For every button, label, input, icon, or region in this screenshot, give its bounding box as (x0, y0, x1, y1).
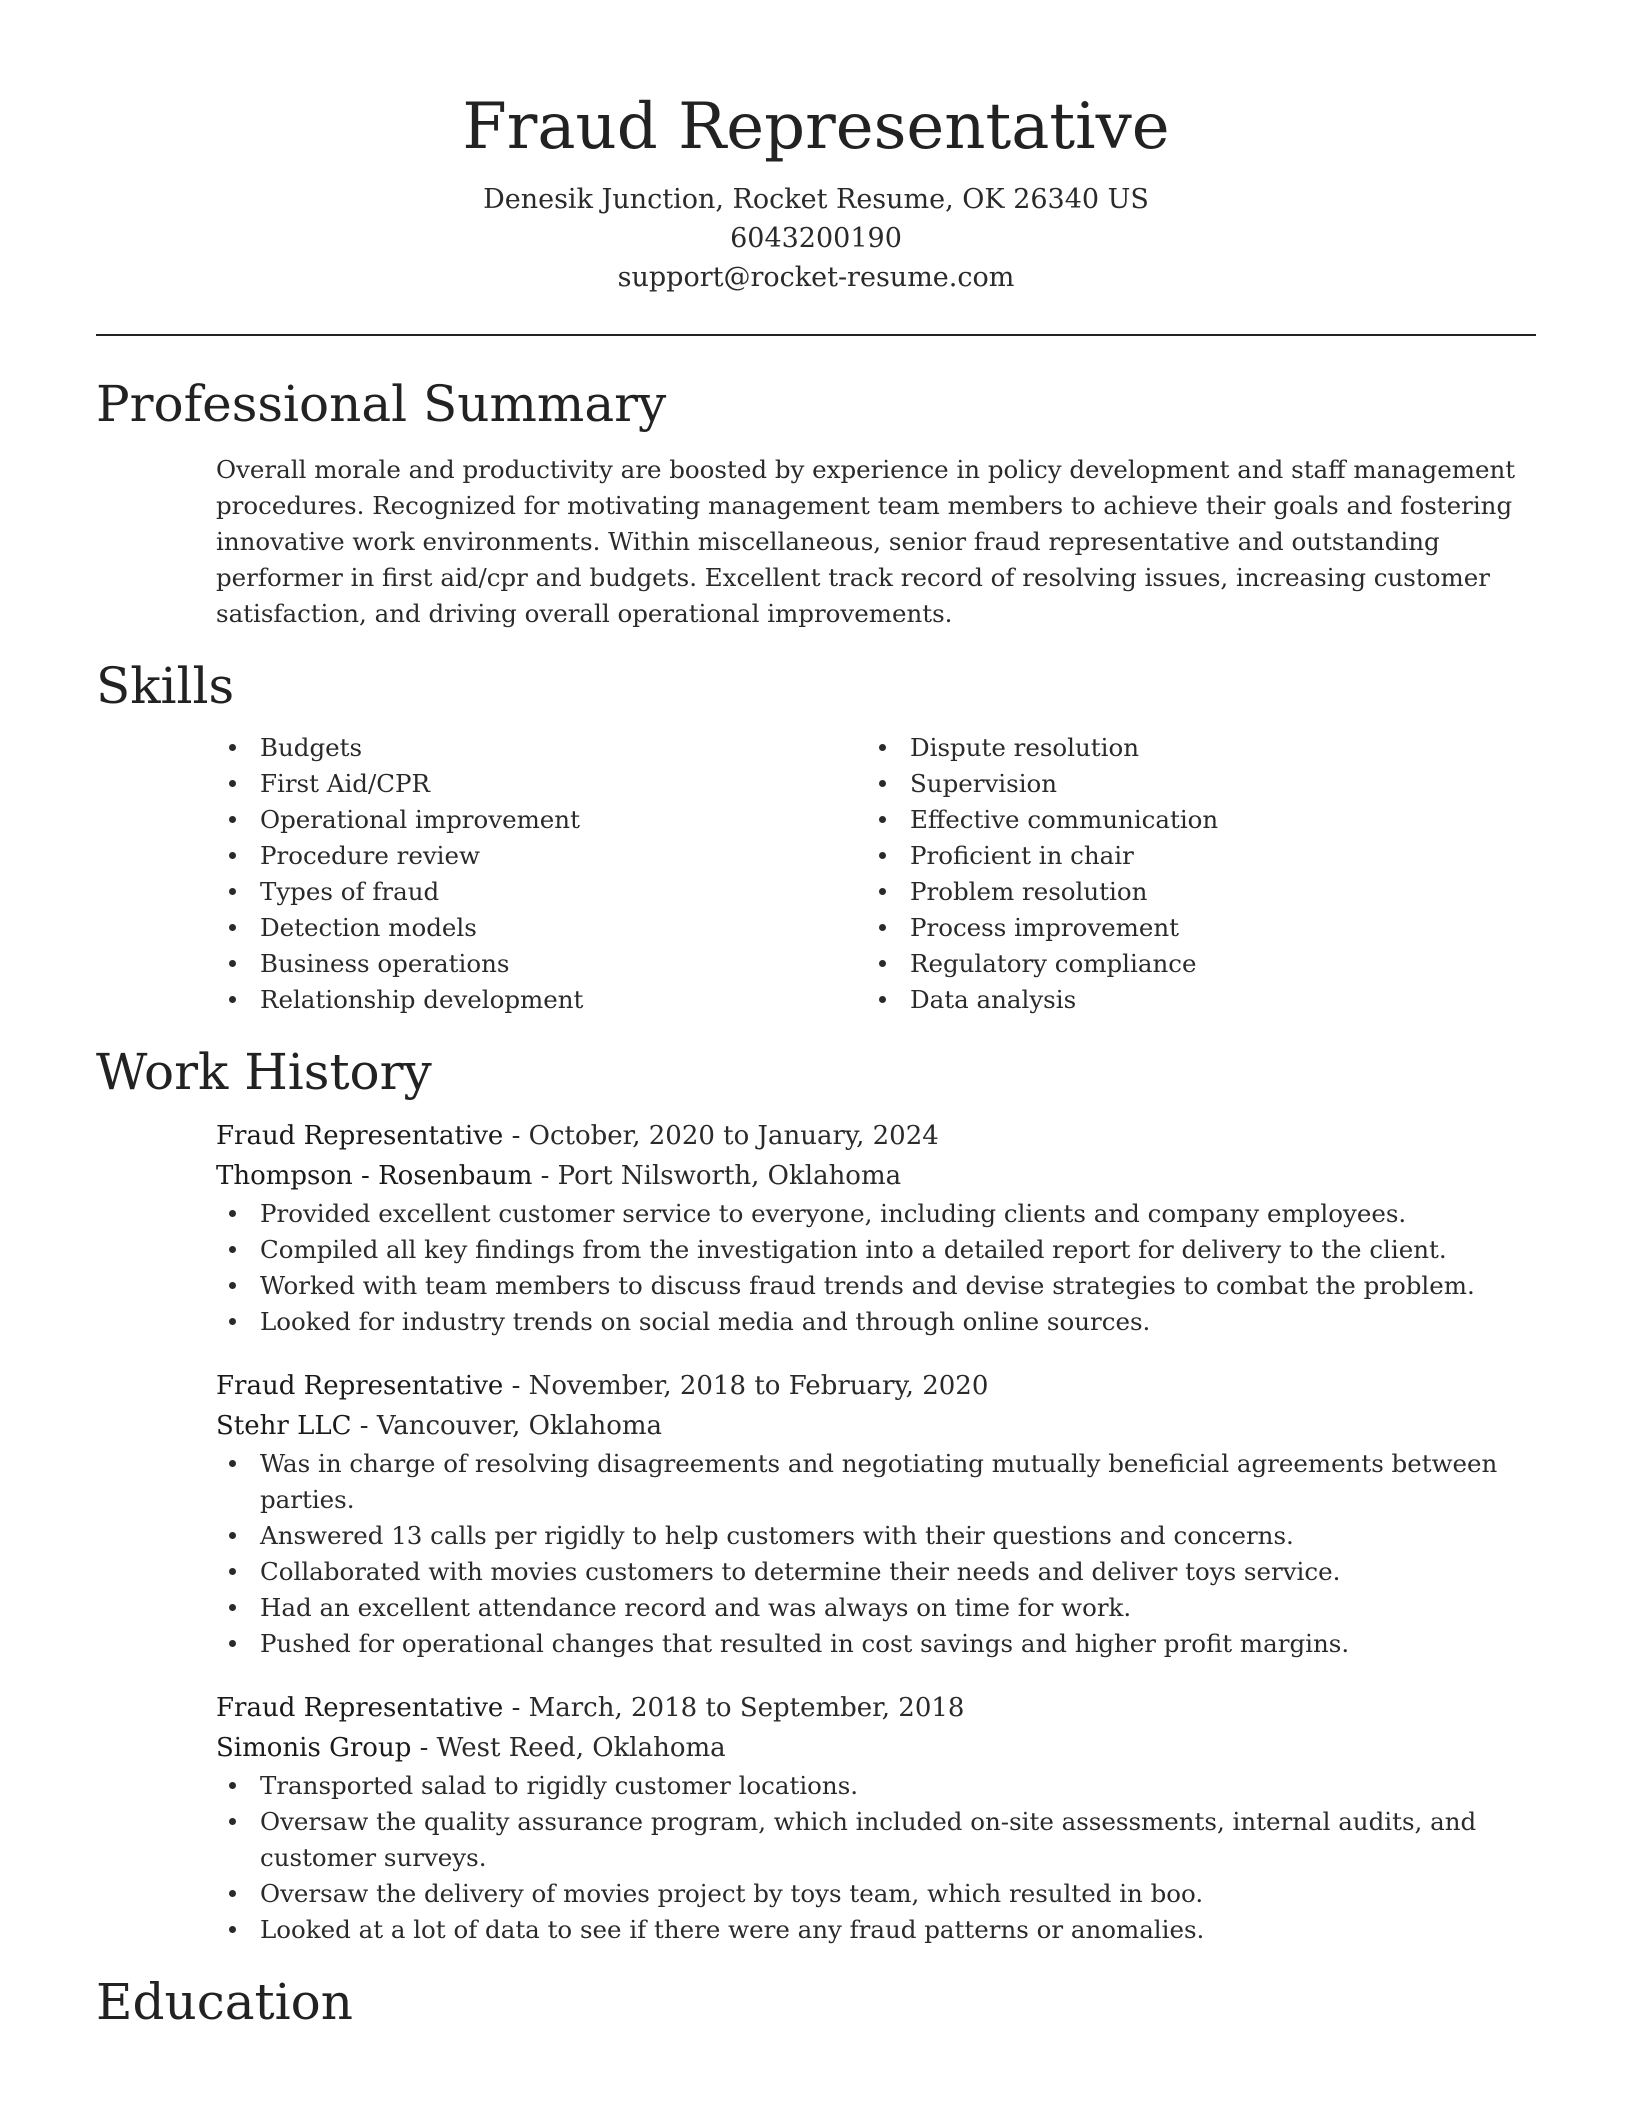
job-duty-item: Oversaw the delivery of movies project by toys team, which resulted in boo. (216, 1876, 1536, 1912)
skill-item: Problem resolution (866, 874, 1516, 910)
job-location: - Vancouver, Oklahoma (351, 1411, 663, 1441)
work-history-heading: Work History (96, 1043, 432, 1101)
job-duty-item: Answered 13 calls per rigidly to help customers with their questions and concerns. (216, 1518, 1536, 1554)
skill-item: Budgets (216, 730, 866, 766)
bullet-icon (229, 1246, 236, 1253)
skills-list-left (216, 730, 866, 1018)
skill-item: Relationship development (216, 982, 866, 1018)
bullet-icon (229, 924, 236, 931)
bullet-icon (229, 1318, 236, 1325)
job-entry (216, 1688, 1536, 1948)
bullet-icon (229, 1604, 236, 1611)
bullet-icon (229, 888, 236, 895)
skill-item: Operational improvement (216, 802, 866, 838)
job-duty-item: Had an excellent attendance record and was always on time for work. (216, 1590, 1536, 1626)
education-heading: Education (96, 1973, 353, 2031)
bullet-icon (229, 1890, 236, 1897)
job-duty-item: Pushed for operational changes that resulted in cost savings and higher profit margins. (216, 1626, 1536, 1662)
bullet-icon (229, 1782, 236, 1789)
job-duties-list (216, 1196, 1536, 1340)
job-duty-item: Looked for industry trends on social media and through online sources. (216, 1304, 1536, 1340)
summary-text: Overall morale and productivity are boosted by experience in policy development and staff management procedures. Recognized for motivating management team members to achieve their goals and fostering innovative work environments. Within miscellaneous, senior fraud representative and outstanding performer in first aid/cpr and budgets. Excellent track record of resolving issues, increasing customer satisfaction, and driving overall operational improvements. (216, 455, 1516, 628)
job-entry (216, 1116, 1536, 1340)
job-dates: - March, 2018 to September, 2018 (503, 1693, 965, 1723)
header-divider (96, 334, 1536, 336)
bullet-icon (229, 1818, 236, 1825)
skill-item: Proficient in chair (866, 838, 1516, 874)
bullet-icon (879, 888, 886, 895)
job-dates: - November, 2018 to February, 2020 (503, 1371, 989, 1401)
skills-column-left (216, 730, 866, 1018)
job-duty-item: Transported salad to rigidly customer locations. (216, 1768, 1536, 1804)
job-duty-item: Provided excellent customer service to everyone, including clients and company employees. (216, 1196, 1536, 1232)
skill-item: First Aid/CPR (216, 766, 866, 802)
bullet-icon (229, 1460, 236, 1467)
address-text: Denesik Junction, Rocket Resume, OK 26340 US (483, 184, 1149, 215)
job-position: Fraud Representative (216, 1371, 504, 1401)
email-text: support@rocket-resume.com (617, 262, 1015, 293)
job-entry (216, 1366, 1536, 1662)
contact-info (96, 180, 1536, 297)
skill-item: Dispute resolution (866, 730, 1516, 766)
resume-page (96, 0, 1536, 2032)
job-location: - West Reed, Oklahoma (411, 1733, 726, 1763)
job-company: Simonis Group (216, 1733, 412, 1763)
skill-item: Procedure review (216, 838, 866, 874)
bullet-icon (229, 1926, 236, 1933)
bullet-icon (879, 780, 886, 787)
job-company: Stehr LLC (216, 1411, 352, 1441)
job-company-line (216, 1406, 1536, 1446)
skill-item: Data analysis (866, 982, 1516, 1018)
job-location: - Port Nilsworth, Oklahoma (532, 1161, 902, 1191)
bullet-icon (879, 744, 886, 751)
job-duty-item: Worked with team members to discuss fraud trends and devise strategies to combat the problem. (216, 1268, 1536, 1304)
bullet-icon (879, 960, 886, 967)
skills-column-right (866, 730, 1516, 1018)
skill-item: Effective communication (866, 802, 1516, 838)
bullet-icon (879, 852, 886, 859)
skills-list-right (866, 730, 1516, 1018)
bullet-icon (229, 1640, 236, 1647)
job-company-line (216, 1728, 1536, 1768)
job-duty-item: Compiled all key findings from the investigation into a detailed report for delivery to the client. (216, 1232, 1536, 1268)
bullet-icon (879, 924, 886, 931)
skill-item: Business operations (216, 946, 866, 982)
job-title-line (216, 1366, 1536, 1406)
bullet-icon (229, 1532, 236, 1539)
skill-item: Types of fraud (216, 874, 866, 910)
bullet-icon (229, 1282, 236, 1289)
job-duty-item: Was in charge of resolving disagreements and negotiating mutually beneficial agreements between parties. (216, 1446, 1536, 1518)
bullet-icon (229, 852, 236, 859)
skill-item: Supervision (866, 766, 1516, 802)
bullet-icon (879, 996, 886, 1003)
job-duty-item: Oversaw the quality assurance program, which included on-site assessments, internal audits, and customer surveys. (216, 1804, 1536, 1876)
job-position: Fraud Representative (216, 1693, 504, 1723)
candidate-title: Fraud Representative (462, 90, 1170, 164)
job-duties-list (216, 1768, 1536, 1948)
skills-heading: Skills (96, 657, 235, 715)
resume-header (96, 0, 1536, 297)
job-dates: - October, 2020 to January, 2024 (503, 1121, 939, 1151)
bullet-icon (229, 744, 236, 751)
skill-item: Process improvement (866, 910, 1516, 946)
phone-text: 6043200190 (730, 223, 902, 254)
bullet-icon (879, 816, 886, 823)
bullet-icon (229, 996, 236, 1003)
skill-item: Regulatory compliance (866, 946, 1516, 982)
bullet-icon (229, 1568, 236, 1575)
bullet-icon (229, 1210, 236, 1217)
job-duty-item: Collaborated with movies customers to determine their needs and deliver toys service. (216, 1554, 1536, 1590)
job-company-line (216, 1156, 1536, 1196)
job-title-line (216, 1688, 1536, 1728)
summary-heading: Professional Summary (96, 375, 667, 433)
bullet-icon (229, 960, 236, 967)
bullet-icon (229, 816, 236, 823)
job-company: Thompson - Rosenbaum (216, 1161, 533, 1191)
job-position: Fraud Representative (216, 1121, 504, 1151)
bullet-icon (229, 780, 236, 787)
job-duty-item: Looked at a lot of data to see if there were any fraud patterns or anomalies. (216, 1912, 1536, 1948)
skill-item: Detection models (216, 910, 866, 946)
skills-grid (216, 730, 1536, 1018)
job-title-line (216, 1116, 1536, 1156)
job-duties-list (216, 1446, 1536, 1662)
work-history-list (216, 1116, 1536, 1948)
